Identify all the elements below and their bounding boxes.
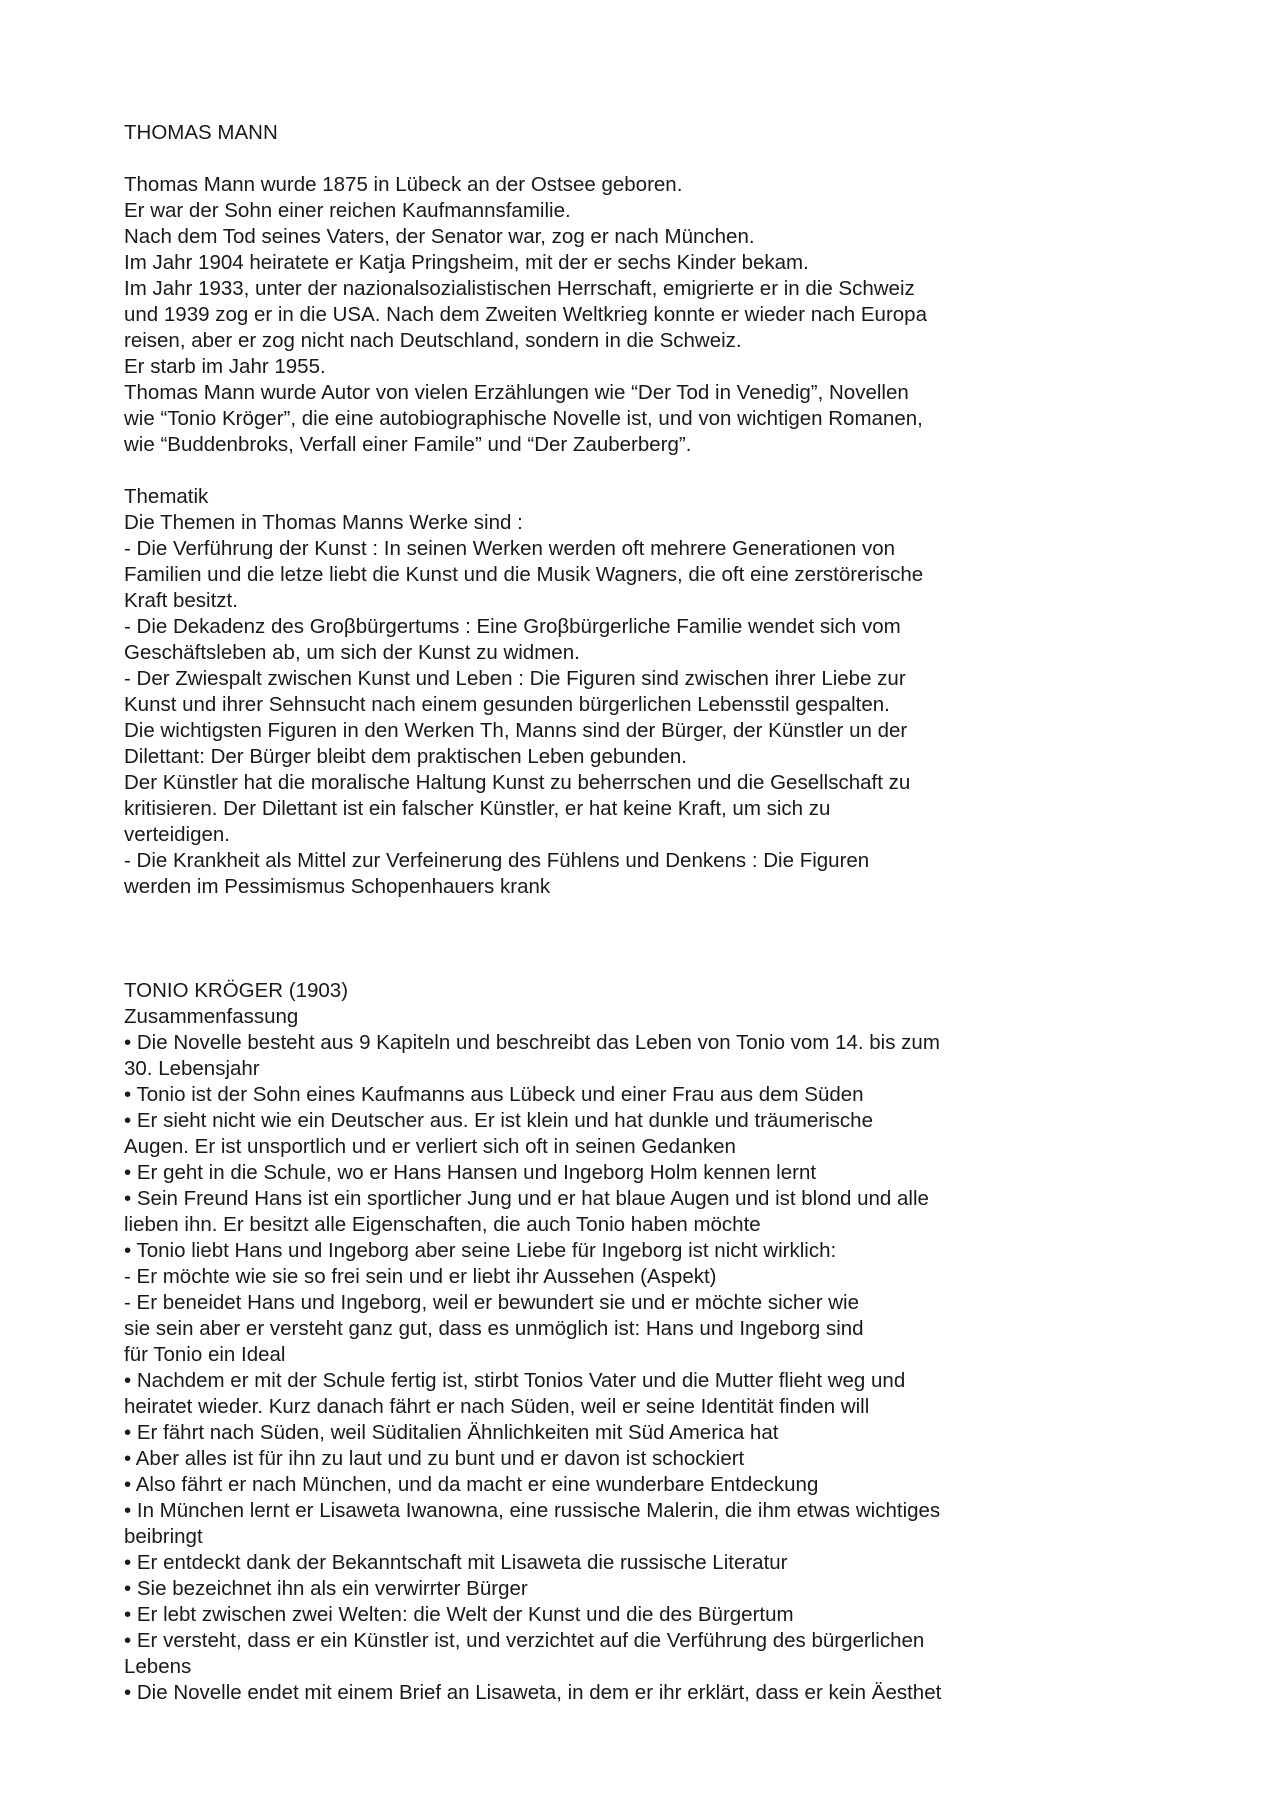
tonio-line: • Sein Freund Hans ist ein sportlicher Jung und er hat blaue Augen und ist blond und alle	[124, 1187, 929, 1210]
thematik-line: - Die Krankheit als Mittel zur Verfeinerung des Fühlens und Denkens : Die Figuren	[124, 849, 870, 872]
thematik-line: Der Künstler hat die moralische Haltung Kunst zu beherrschen und die Gesellschaft zu	[124, 771, 911, 794]
tonio-line: • Er entdeckt dank der Bekanntschaft mit Lisaweta die russische Literatur	[124, 1551, 788, 1574]
tonio-line: Augen. Er ist unsportlich und er verliert sich oft in seinen Gedanken	[124, 1135, 736, 1158]
tonio-line: • Tonio ist der Sohn eines Kaufmanns aus Lübeck und einer Frau aus dem Süden	[124, 1083, 864, 1106]
tonio-line: lieben ihn. Er besitzt alle Eigenschaften, die auch Tonio haben möchte	[124, 1213, 761, 1236]
thematik-line: Kraft besitzt.	[124, 589, 238, 612]
tonio-line: - Er möchte wie sie so frei sein und er liebt ihr Aussehen (Aspekt)	[124, 1265, 717, 1288]
bio-line: Er war der Sohn einer reichen Kaufmannsfamilie.	[124, 199, 571, 222]
thematik-line: - Die Verführung der Kunst : In seinen Werken werden oft mehrere Generationen von	[124, 537, 896, 560]
tonio-line: Lebens	[124, 1655, 192, 1678]
tonio-line: heiratet wieder. Kurz danach fährt er nach Süden, weil er seine Identität finden will	[124, 1395, 870, 1418]
thematik-line: Geschäftsleben ab, um sich der Kunst zu widmen.	[124, 641, 580, 664]
tonio-subheading: Zusammenfassung	[124, 1005, 299, 1028]
document-body	[124, 120, 1154, 1706]
tonio-line: - Er beneidet Hans und Ingeborg, weil er bewundert sie und er möchte sicher wie	[124, 1291, 859, 1314]
bio-line: Nach dem Tod seines Vaters, der Senator war, zog er nach München.	[124, 225, 755, 248]
tonio-line: • Er versteht, dass er ein Künstler ist, und verzichtet auf die Verführung des bürgerlichen	[124, 1629, 925, 1652]
tonio-line: • Sie bezeichnet ihn als ein verwirrter Bürger	[124, 1577, 528, 1600]
bio-line: Im Jahr 1933, unter der nazionalsozialistischen Herrschaft, emigrierte er in die Schweiz	[124, 277, 915, 300]
bio-line: wie “Buddenbroks, Verfall einer Famile” und “Der Zauberberg”.	[124, 433, 692, 456]
tonio-line: • Er fährt nach Süden, weil Süditalien Ähnlichkeiten mit Süd America hat	[124, 1421, 779, 1444]
thematik-line: kritisieren. Der Dilettant ist ein falscher Künstler, er hat keine Kraft, um sich zu	[124, 797, 831, 820]
tonio-line: • Die Novelle besteht aus 9 Kapiteln und beschreibt das Leben von Tonio vom 14. bis zum	[124, 1031, 940, 1054]
thematik-line: Kunst und ihrer Sehnsucht nach einem gesunden bürgerlichen Lebensstil gespalten.	[124, 693, 890, 716]
tonio-line: 30. Lebensjahr	[124, 1057, 260, 1080]
tonio-line: • Die Novelle endet mit einem Brief an Lisaweta, in dem er ihr erklärt, dass er kein Äesthet	[124, 1681, 942, 1704]
tonio-line: sie sein aber er versteht ganz gut, dass es unmöglich ist: Hans und Ingeborg sind	[124, 1317, 864, 1340]
bio-line: Er starb im Jahr 1955.	[124, 355, 326, 378]
thematik-line: Die wichtigsten Figuren in den Werken Th, Manns sind der Bürger, der Künstler un der	[124, 719, 908, 742]
tonio-line: • In München lernt er Lisaweta Iwanowna, eine russische Malerin, die ihm etwas wichtiges	[124, 1499, 941, 1522]
thematik-line: Dilettant: Der Bürger bleibt dem praktischen Leben gebunden.	[124, 745, 687, 768]
thematik-line: - Der Zwiespalt zwischen Kunst und Leben : Die Figuren sind zwischen ihrer Liebe zur	[124, 667, 906, 690]
bio-line: Im Jahr 1904 heiratete er Katja Pringsheim, mit der er sechs Kinder bekam.	[124, 251, 809, 274]
thematik-line: - Die Dekadenz des Groβbürgertums : Eine Groβbürgerliche Familie wendet sich vom	[124, 615, 901, 638]
tonio-line: • Nachdem er mit der Schule fertig ist, stirbt Tonios Vater und die Mutter flieht weg und	[124, 1369, 906, 1392]
bio-line: Thomas Mann wurde Autor von vielen Erzählungen wie “Der Tod in Venedig”, Novellen	[124, 381, 909, 404]
thematik-heading: Thematik	[124, 485, 209, 508]
tonio-line: für Tonio ein Ideal	[124, 1343, 286, 1366]
tonio-line: beibringt	[124, 1525, 203, 1548]
tonio-line: • Tonio liebt Hans und Ingeborg aber seine Liebe für Ingeborg ist nicht wirklich:	[124, 1239, 837, 1262]
biography-section	[124, 172, 1154, 458]
tonio-line: • Er sieht nicht wie ein Deutscher aus. Er ist klein und hat dunkle und träumerische	[124, 1109, 873, 1132]
thematik-line: Die Themen in Thomas Manns Werke sind :	[124, 511, 523, 534]
bio-line: reisen, aber er zog nicht nach Deutschland, sondern in die Schweiz.	[124, 329, 742, 352]
tonio-line: • Also fährt er nach München, und da macht er eine wunderbare Entdeckung	[124, 1473, 819, 1496]
document-title: THOMAS MANN	[124, 121, 278, 144]
tonio-line: • Er geht in die Schule, wo er Hans Hansen und Ingeborg Holm kennen lernt	[124, 1161, 817, 1184]
tonio-line: • Aber alles ist für ihn zu laut und zu bunt und er davon ist schockiert	[124, 1447, 745, 1470]
tonio-section	[124, 978, 1154, 1706]
thematik-line: verteidigen.	[124, 823, 230, 846]
thematik-line: Familien und die letze liebt die Kunst und die Musik Wagners, die oft eine zerstörerische	[124, 563, 924, 586]
bio-line: wie “Tonio Kröger”, die eine autobiographische Novelle ist, und von wichtigen Romanen,	[124, 407, 923, 430]
tonio-line: • Er lebt zwischen zwei Welten: die Welt der Kunst und die des Bürgertum	[124, 1603, 794, 1626]
thematik-section	[124, 484, 1154, 900]
bio-line: Thomas Mann wurde 1875 in Lübeck an der Ostsee geboren.	[124, 173, 683, 196]
thematik-line: werden im Pessimismus Schopenhauers krank	[124, 875, 551, 898]
tonio-heading: TONIO KRÖGER (1903)	[124, 979, 349, 1002]
bio-line: und 1939 zog er in die USA. Nach dem Zweiten Weltkrieg konnte er wieder nach Europa	[124, 303, 927, 326]
